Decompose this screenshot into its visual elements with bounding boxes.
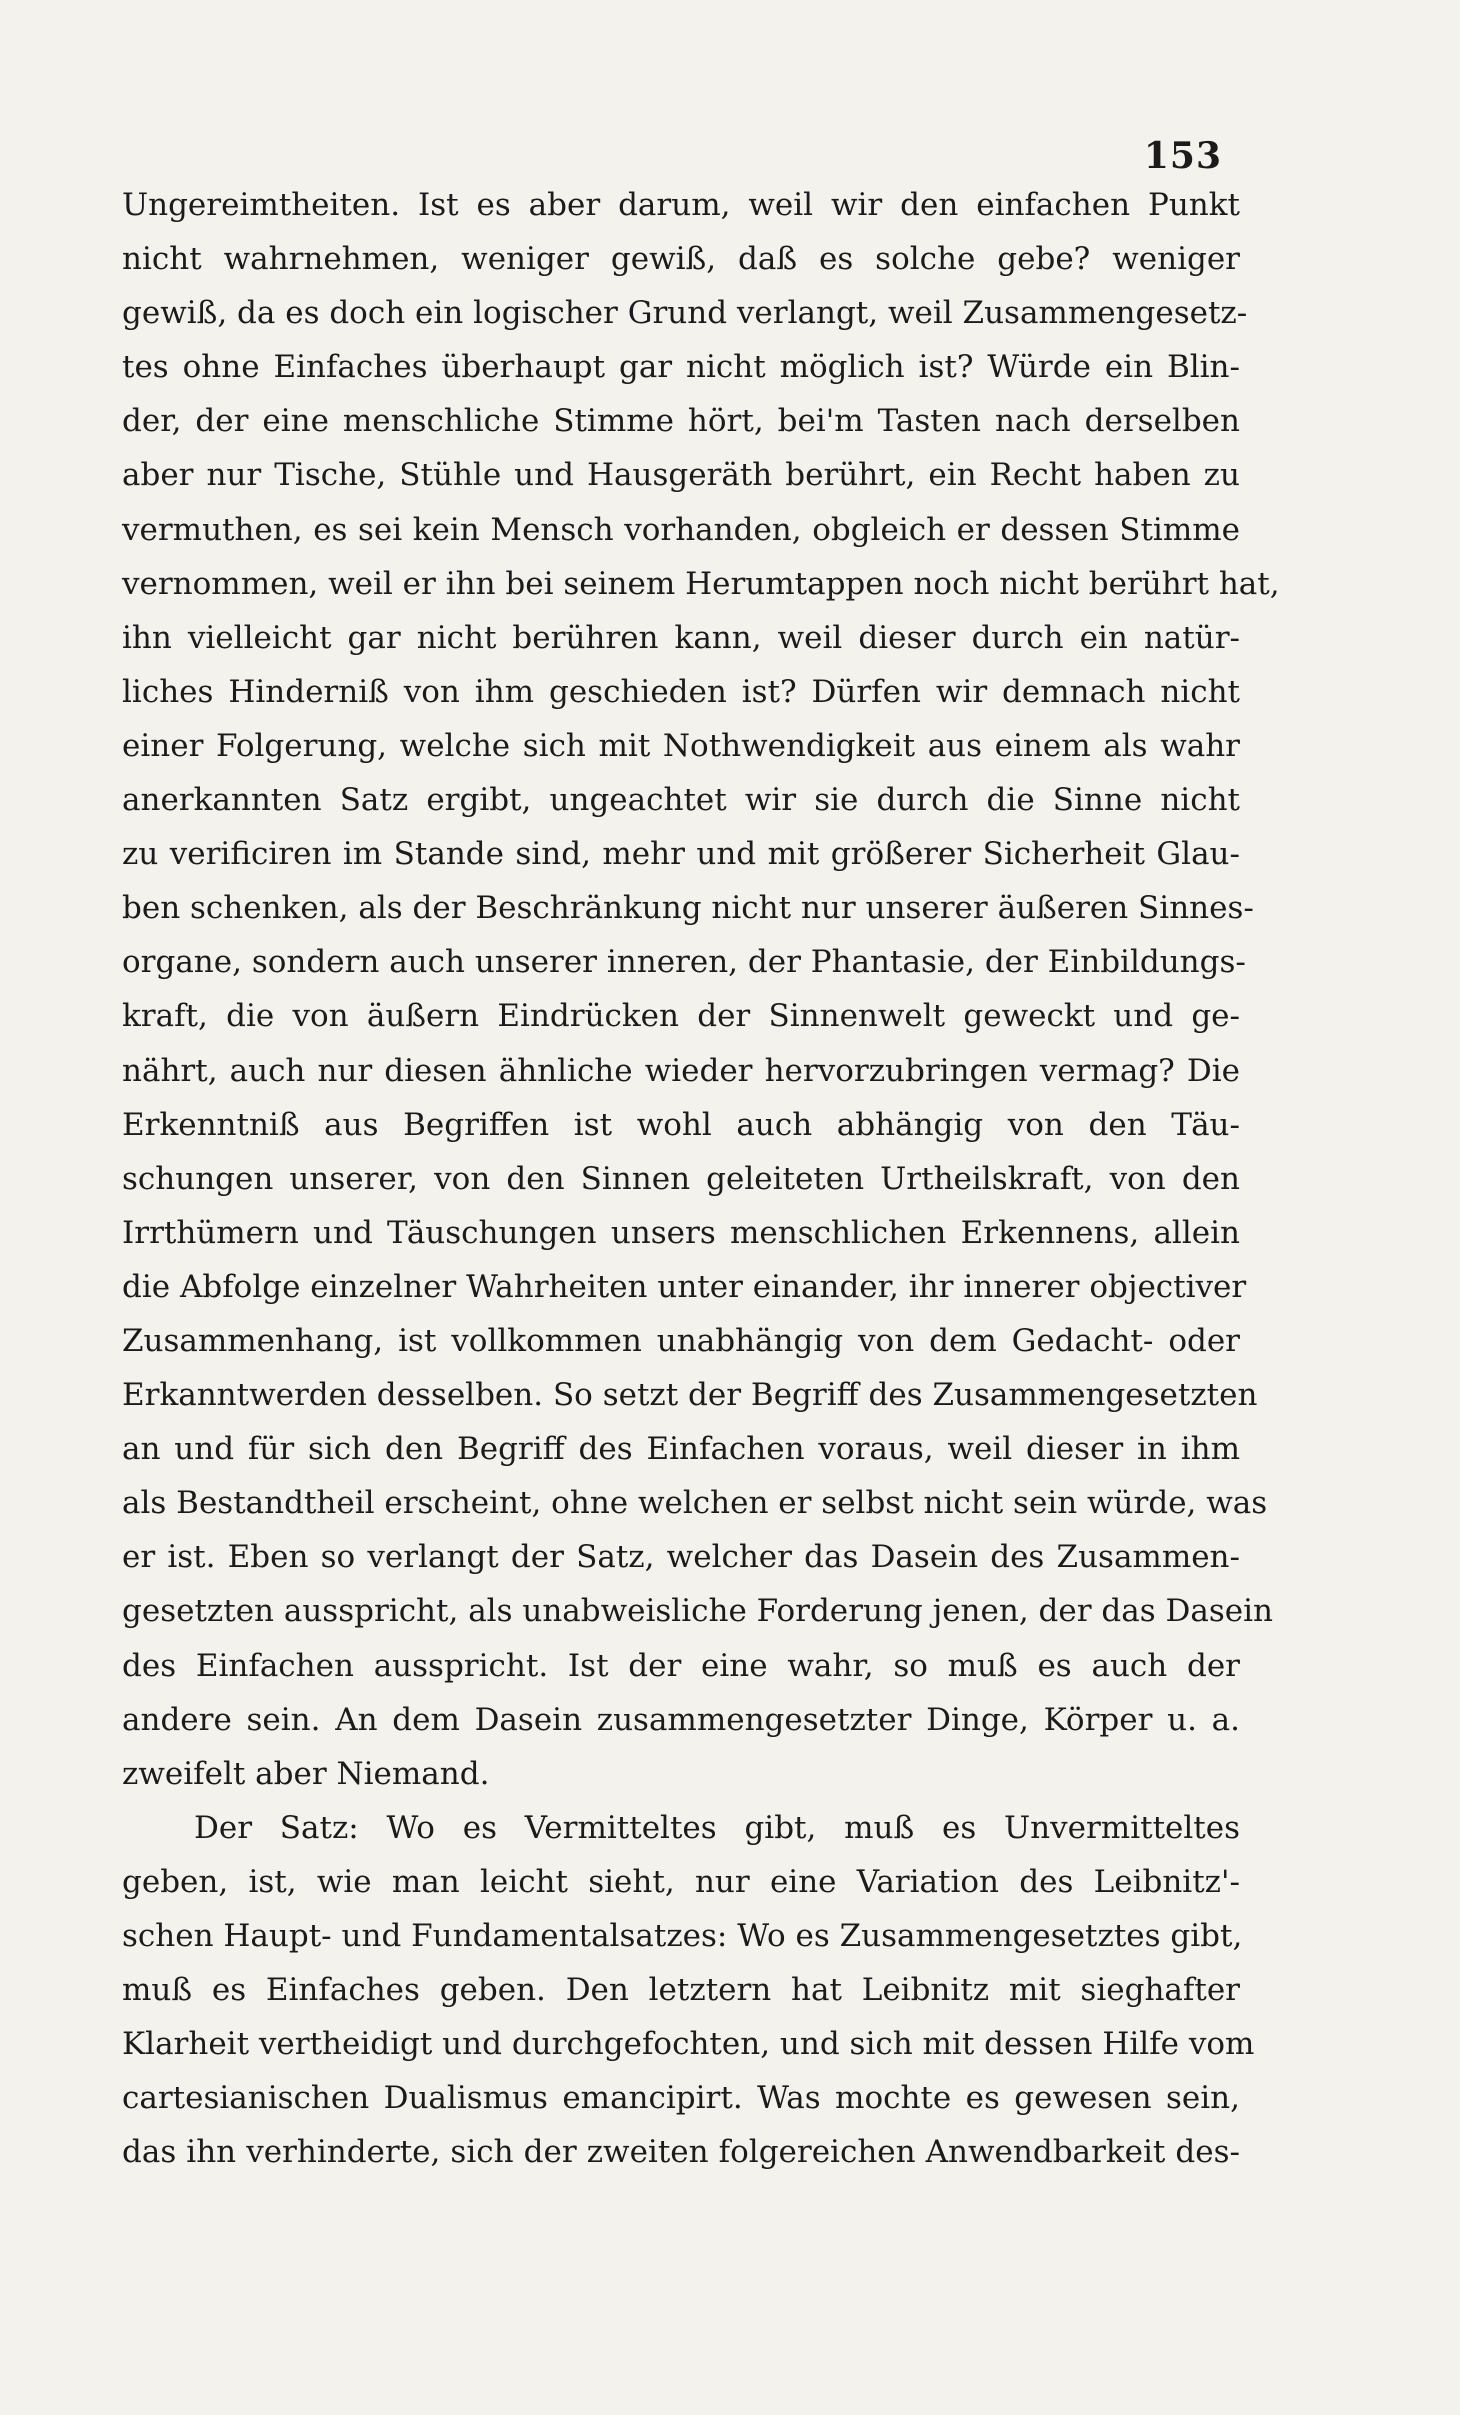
text-line: gewiß, da es doch ein logischer Grund verlangt, weil Zusammengesetz-	[122, 295, 1248, 332]
text-line: Erkanntwerden desselben. So setzt der Begriff des Zusammengesetzten	[122, 1377, 1258, 1414]
text-line: Klarheit vertheidigt und durchgefochten, und sich mit dessen Hilfe vom	[122, 2026, 1255, 2063]
text-line: gesetzten ausspricht, als unabweisliche Forderung jenen, der das Dasein	[122, 1593, 1273, 1630]
text-line: Ungereimtheiten. Ist es aber darum, weil wir den einfachen Punkt	[122, 187, 1240, 223]
text-line: liches Hinderniß von ihm geschieden ist? Dürfen wir demnach nicht	[122, 673, 1240, 710]
text-line: vernommen, weil er ihn bei seinem Herumtappen noch nicht berührt hat,	[122, 565, 1280, 602]
text-line: geben, ist, wie man leicht sieht, nur eine Variation des Leibnitz'-	[122, 1863, 1240, 1900]
text-line: an und für sich den Begriff des Einfachen voraus, weil dieser in ihm	[122, 1431, 1240, 1468]
text-line: er ist. Eben so verlangt der Satz, welcher das Dasein des Zusammen-	[122, 1539, 1240, 1576]
text-line: einer Folgerung, welche sich mit Nothwendigkeit aus einem als wahr	[122, 727, 1240, 764]
text-line: tes ohne Einfaches überhaupt gar nicht möglich ist? Würde ein Blin-	[122, 349, 1240, 386]
text-line: zu verificiren im Stande sind, mehr und mit größerer Sicherheit Glau-	[122, 836, 1240, 873]
text-line: muß es Einfaches geben. Den letztern hat Leibnitz mit sieghafter	[122, 1972, 1240, 2009]
body-text	[122, 178, 1280, 2179]
text-line: ihn vielleicht gar nicht berühren kann, weil dieser durch ein natür-	[122, 619, 1240, 656]
text-line: schungen unserer, von den Sinnen geleiteten Urtheilskraft, von den	[122, 1160, 1240, 1197]
text-line: Erkenntniß aus Begriffen ist wohl auch abhängig von den Täu-	[122, 1106, 1240, 1143]
paragraph-start-line: Der Satz: Wo es Vermitteltes gibt, muß es Unvermitteltes	[194, 1809, 1240, 1846]
text-line: nicht wahrnehmen, weniger gewiß, daß es solche gebe? weniger	[122, 241, 1240, 278]
text-line: Irrthümern und Täuschungen unsers menschlichen Erkennens, allein	[122, 1214, 1240, 1251]
text-line: das ihn verhinderte, sich der zweiten folgereichen Anwendbarkeit des-	[122, 2134, 1240, 2171]
paragraph-end-line: zweifelt aber Niemand.	[122, 1755, 490, 1792]
text-line: nährt, auch nur diesen ähnliche wieder hervorzubringen vermag? Die	[122, 1052, 1240, 1089]
text-line: kraft, die von äußern Eindrücken der Sinnenwelt geweckt und ge-	[122, 998, 1240, 1035]
text-line: organe, sondern auch unserer inneren, der Phantasie, der Einbildungs-	[122, 944, 1246, 981]
text-line: cartesianischen Dualismus emancipirt. Was mochte es gewesen sein,	[122, 2080, 1240, 2117]
text-line: aber nur Tische, Stühle und Hausgeräth berührt, ein Recht haben zu	[122, 457, 1240, 494]
text-line: andere sein. An dem Dasein zusammengesetzter Dinge, Körper u. a.	[122, 1701, 1240, 1738]
text-line: die Abfolge einzelner Wahrheiten unter einander, ihr innerer objectiver	[122, 1268, 1247, 1305]
text-line: des Einfachen ausspricht. Ist der eine wahr, so muß es auch der	[122, 1647, 1240, 1684]
text-line: schen Haupt- und Fundamentalsatzes: Wo es Zusammengesetztes gibt,	[122, 1918, 1243, 1954]
page-number: 153	[1143, 135, 1222, 177]
text-line: vermuthen, es sei kein Mensch vorhanden, obgleich er dessen Stimme	[122, 511, 1240, 548]
text-line: als Bestandtheil erscheint, ohne welchen er selbst nicht sein würde, was	[122, 1485, 1268, 1522]
text-line: der, der eine menschliche Stimme hört, bei'm Tasten nach derselben	[122, 403, 1240, 440]
text-line: anerkannten Satz ergibt, ungeachtet wir sie durch die Sinne nicht	[122, 782, 1240, 819]
text-line: ben schenken, als der Beschränkung nicht nur unserer äußeren Sinnes-	[122, 890, 1254, 927]
text-line: Zusammenhang, ist vollkommen unabhängig von dem Gedacht- oder	[122, 1322, 1240, 1359]
